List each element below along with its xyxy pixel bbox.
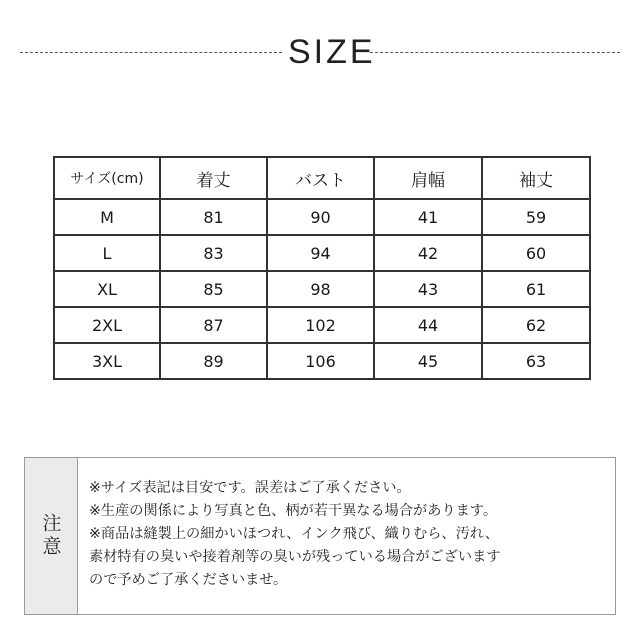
cell-shoulder: 42 (374, 235, 482, 271)
header-sleeve: 袖丈 (482, 157, 590, 199)
cell-length: 83 (160, 235, 267, 271)
notes-line: 素材特有の臭いや接着剤等の臭いが残っている場合がございます (89, 549, 501, 565)
cell-bust: 106 (267, 343, 374, 379)
header-length: 着丈 (160, 157, 267, 199)
notes-line: ので予めご了承くださいませ。 (89, 572, 288, 588)
cell-bust: 90 (267, 199, 374, 235)
table-row (54, 343, 590, 379)
cell-sleeve: 63 (482, 343, 590, 379)
cell-size: L (54, 235, 160, 271)
cell-sleeve: 61 (482, 271, 590, 307)
cell-size: 3XL (54, 343, 160, 379)
notes-label: 注意 (39, 513, 62, 559)
cell-shoulder: 45 (374, 343, 482, 379)
table-row (54, 199, 590, 235)
notes-label-panel (25, 458, 78, 614)
table-row (54, 271, 590, 307)
cell-sleeve: 62 (482, 307, 590, 343)
page-title: SIZE (288, 33, 376, 71)
title-divider-right (370, 52, 620, 53)
table-row (54, 235, 590, 271)
cell-size: 2XL (54, 307, 160, 343)
notes-line: ※商品は縫製上の細かいほつれ、インク飛び、織りむら、汚れ、 (89, 526, 499, 542)
cell-bust: 94 (267, 235, 374, 271)
cell-size: XL (54, 271, 160, 307)
cell-length: 87 (160, 307, 267, 343)
notes-line: ※生産の関係により写真と色、柄が若干異なる場合があります。 (89, 503, 498, 519)
header-bust: バスト (267, 157, 374, 199)
title-divider-left (20, 52, 282, 53)
notes-line: ※サイズ表記は目安です。誤差はご了承ください。 (89, 480, 411, 496)
cell-shoulder: 43 (374, 271, 482, 307)
cell-length: 89 (160, 343, 267, 379)
table-row (54, 307, 590, 343)
cell-bust: 98 (267, 271, 374, 307)
cell-bust: 102 (267, 307, 374, 343)
table-header-row (54, 157, 590, 199)
notes-body (89, 477, 613, 592)
cell-length: 81 (160, 199, 267, 235)
title-row (20, 30, 620, 74)
cell-size: M (54, 199, 160, 235)
cell-sleeve: 60 (482, 235, 590, 271)
notes-box (24, 457, 616, 615)
cell-length: 85 (160, 271, 267, 307)
header-shoulder: 肩幅 (374, 157, 482, 199)
header-size: サイズ(cm) (54, 157, 160, 199)
cell-shoulder: 44 (374, 307, 482, 343)
cell-sleeve: 59 (482, 199, 590, 235)
cell-shoulder: 41 (374, 199, 482, 235)
size-table (53, 156, 591, 380)
